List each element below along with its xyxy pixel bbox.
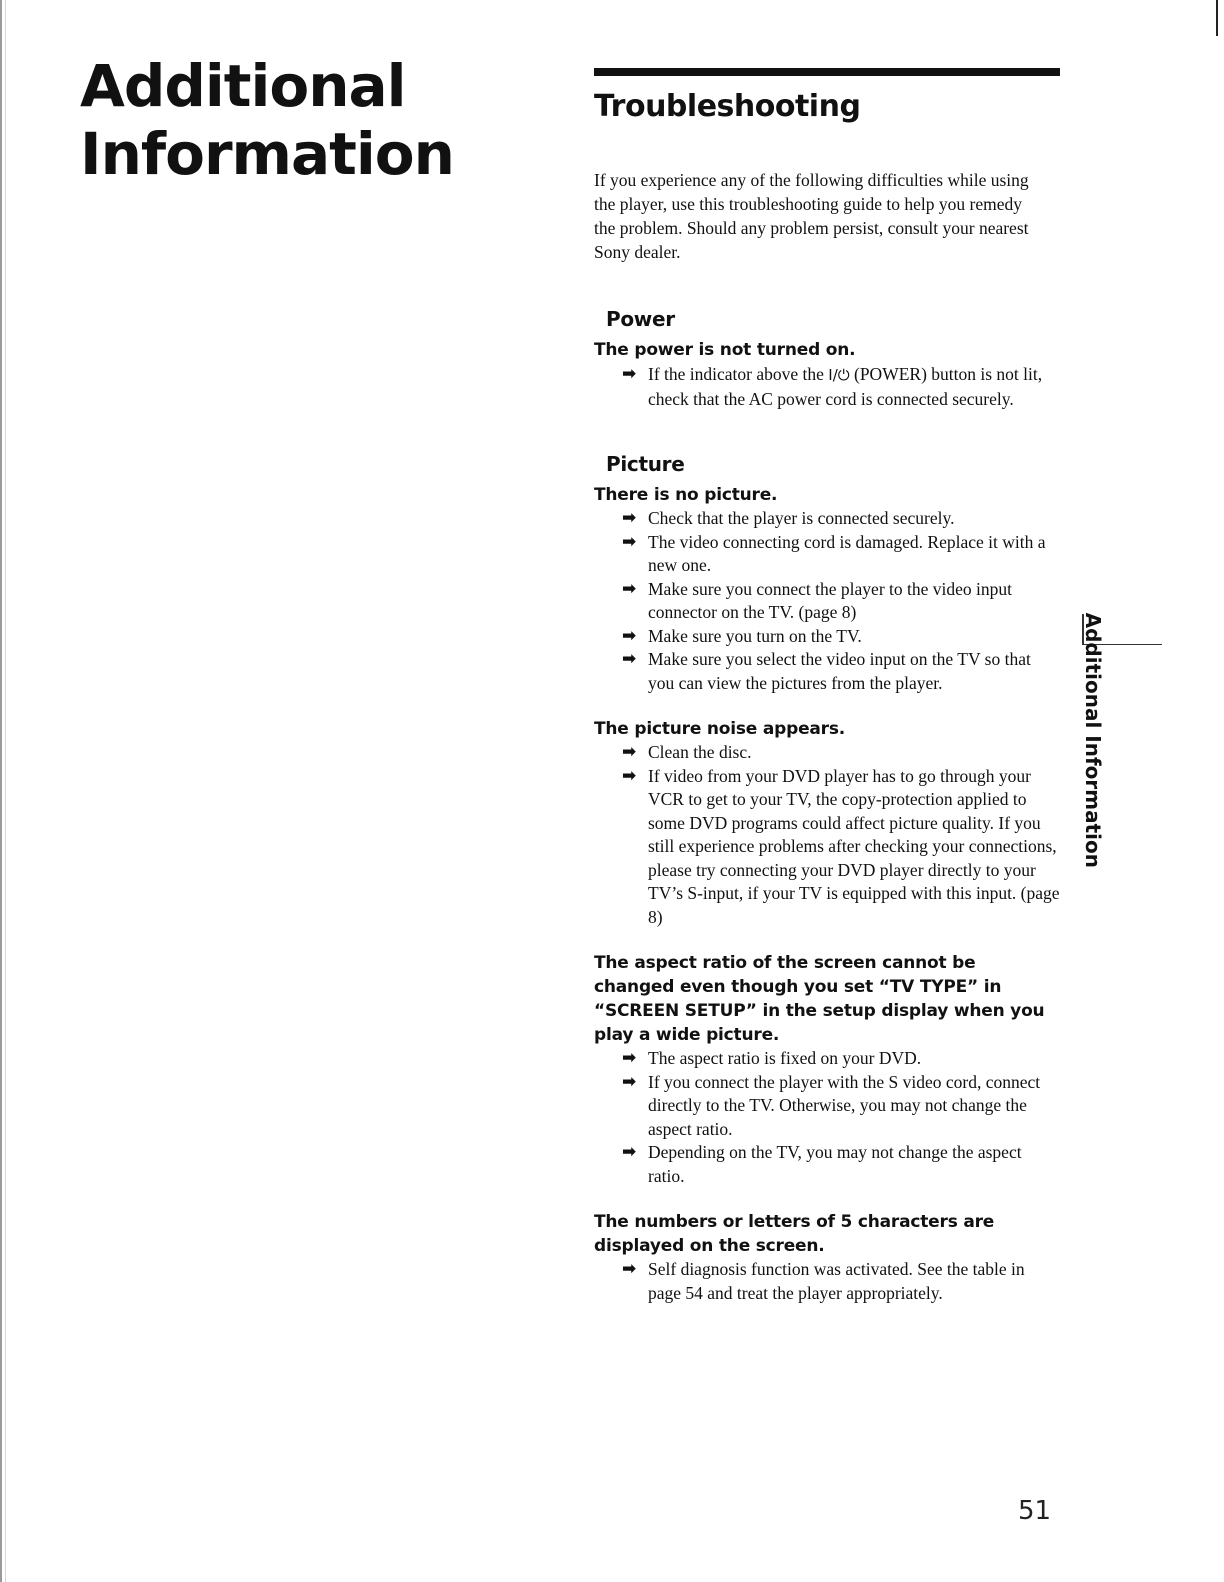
aspect-remedies (594, 1047, 1060, 1188)
power-section (594, 306, 1060, 411)
power-remedies (594, 363, 1060, 411)
power-symbol: I/⏻ (828, 366, 850, 384)
arrow-right-icon: ➡ (622, 1259, 637, 1279)
remedy-item (622, 1141, 1060, 1188)
remedy-item (622, 507, 1060, 531)
arrow-right-icon: ➡ (622, 742, 637, 762)
arrow-right-icon: ➡ (622, 1071, 637, 1092)
arrow-right-icon: ➡ (622, 531, 637, 552)
remedy-text: Clean the disc. (648, 742, 752, 762)
arrow-right-icon: ➡ (622, 1142, 637, 1162)
remedy-item (622, 1071, 1060, 1142)
section-title: Troubleshooting (594, 89, 861, 124)
section-rule (594, 68, 1060, 76)
remedy-item (622, 1047, 1060, 1071)
arrow-right-icon: ➡ (622, 1048, 637, 1068)
power-remedy-before: If the indicator above the (648, 364, 829, 384)
main-column (594, 68, 1060, 1305)
remedy-item (622, 625, 1060, 649)
remedy-item (622, 648, 1060, 695)
remedy-item (622, 531, 1060, 578)
chapter-title (80, 52, 500, 188)
arrow-right-icon: ➡ (622, 649, 637, 669)
remedy-item (622, 363, 1060, 411)
remedy-item (622, 1258, 1060, 1305)
remedy-text: If you connect the player with the S video cord, connect directly to the TV. Otherwise, you may not change the aspect ratio. (648, 1071, 1041, 1139)
power-problem: The power is not turned on. (594, 340, 856, 360)
remedy-text: Make sure you connect the player to the video input connector on the TV. (page 8) (648, 578, 1012, 622)
chapter-title-line2: Information (80, 120, 454, 188)
remedy-text: The video connecting cord is damaged. Replace it with a new one. (648, 531, 1046, 575)
scan-edge-inner (5, 0, 6, 1582)
chapter-title-line1: Additional (80, 52, 406, 120)
remedy-text: Make sure you turn on the TV. (648, 625, 862, 646)
page-number: 51 (1018, 1496, 1052, 1526)
aspect-problem: The aspect ratio of the screen cannot be changed even though you set “TV TYPE” in “SCREEN SETUP” in the setup display when you play a wide picture. (594, 953, 1045, 1045)
remedy-text: Make sure you select the video input on the TV so that you can view the pictures from the player. (648, 649, 1031, 693)
picture-section (594, 451, 1060, 1305)
side-tab-text: Additional Information (1081, 612, 1105, 868)
remedy-item (622, 765, 1060, 930)
arrow-right-icon: ➡ (622, 765, 637, 786)
characters-problem: The numbers or letters of 5 characters are displayed on the screen. (594, 1212, 995, 1256)
no-picture-remedies (594, 507, 1060, 695)
arrow-right-icon: ➡ (622, 625, 637, 646)
remedy-item (622, 578, 1060, 625)
remedy-text: The aspect ratio is fixed on your DVD. (648, 1048, 922, 1068)
power-remedy-after: (POWER) button is not lit, check that the AC power cord is connected securely. (648, 364, 1043, 409)
intro-paragraph: If you experience any of the following difficulties while using the player, use this troubleshooting guide to help you remedy the problem. Should any problem persist, consult your nearest Sony dealer. (594, 170, 1029, 262)
remedy-text: If video from your DVD player has to go through your VCR to get to your TV, the copy-protection applied to some DVD programs could affect picture quality. If you still experience problems after checking your connections, please try connecting your DVD player directly to your TV’s S-input, if your TV is equipped with this input. (page 8) (648, 765, 1060, 927)
noise-problem: The picture noise appears. (594, 719, 846, 739)
remedy-text: Self diagnosis function was activated. See the table in page 54 and treat the player appropriately. (648, 1259, 1025, 1303)
remedy-item (622, 741, 1060, 765)
scan-edge (0, 0, 2, 1582)
side-tab-label (1078, 612, 1108, 868)
corner-mark (1216, 0, 1218, 36)
power-heading: Power (606, 307, 675, 331)
arrow-right-icon: ➡ (622, 508, 637, 528)
characters-remedies (594, 1258, 1060, 1305)
arrow-right-icon: ➡ (622, 578, 637, 599)
remedy-text: Depending on the TV, you may not change the aspect ratio. (648, 1142, 1022, 1186)
picture-heading: Picture (606, 452, 685, 476)
noise-remedies (594, 741, 1060, 929)
arrow-right-icon: ➡ (622, 364, 637, 384)
no-picture-problem: There is no picture. (594, 485, 778, 505)
remedy-text: Check that the player is connected securely. (648, 508, 955, 528)
